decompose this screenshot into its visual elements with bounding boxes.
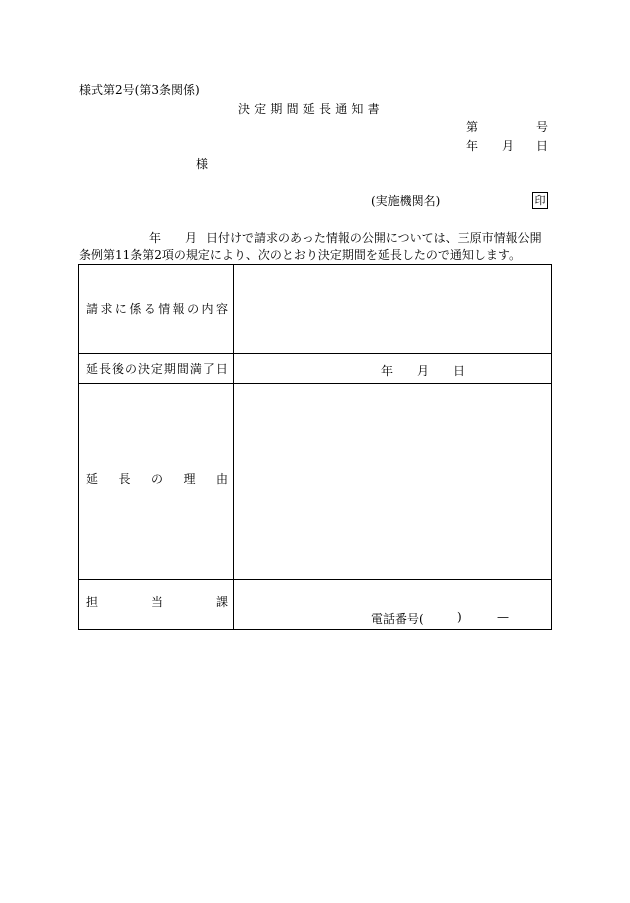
label-char: 定 — [150, 362, 163, 376]
label-char: 長 — [118, 472, 131, 486]
phone-number-field[interactable] — [371, 610, 541, 624]
form-number: 様式第2号(第3条関係) — [79, 83, 200, 97]
body-year: 年 — [149, 231, 162, 245]
label-char: 満 — [189, 362, 202, 376]
table-row-extension-reason — [79, 384, 551, 580]
label-char: 内 — [201, 302, 214, 316]
phone-close-paren: ) — [457, 610, 462, 624]
body-month: 月 — [185, 231, 198, 245]
label-char: 担 — [86, 595, 99, 609]
requested-info-label — [86, 302, 228, 316]
label-char: 長 — [98, 362, 111, 376]
body-line-2: 条例第11条第2項の規定により、次のとおり決定期間を延長したので通知します。 — [79, 248, 521, 262]
issue-date-line — [466, 139, 549, 153]
implementing-organization: (実施機関名) — [371, 194, 441, 208]
deadline-month: 月 — [417, 364, 430, 378]
label-char: 理 — [183, 472, 196, 486]
issue-month: 月 — [502, 139, 515, 153]
label-char: 了 — [202, 362, 215, 376]
extension-reason-label — [86, 472, 228, 486]
table-row-responsible-section — [79, 580, 551, 629]
label-char: 請 — [86, 302, 99, 316]
extended-deadline-label — [86, 362, 228, 376]
label-char: 日 — [215, 362, 228, 376]
document-title: 決定期間延長通知書 — [238, 102, 384, 116]
issue-year: 年 — [466, 139, 479, 153]
responsible-section-label — [86, 595, 228, 609]
label-char: 期 — [163, 362, 176, 376]
issue-day: 日 — [536, 139, 549, 153]
label-char: る — [143, 302, 156, 316]
label-char: 報 — [172, 302, 185, 316]
label-char: の — [150, 472, 163, 486]
addressee-suffix: 様 — [196, 157, 209, 171]
label-char: 容 — [215, 302, 228, 316]
table-row-extended-deadline — [79, 354, 551, 384]
label-char: 課 — [215, 595, 228, 609]
label-char: 求 — [100, 302, 113, 316]
label-char: 情 — [158, 302, 171, 316]
table-row-requested-info — [79, 265, 551, 354]
number-suffix: 号 — [536, 120, 549, 134]
number-prefix: 第 — [466, 120, 479, 134]
extended-deadline-date[interactable] — [381, 362, 465, 376]
notice-table — [78, 264, 552, 630]
label-char: 間 — [176, 362, 189, 376]
label-char: の — [187, 302, 200, 316]
deadline-day: 日 — [453, 364, 466, 378]
phone-dash: — — [497, 610, 509, 624]
seal-mark: 印 — [532, 192, 548, 209]
label-char: 由 — [215, 472, 228, 486]
deadline-year: 年 — [381, 364, 394, 378]
label-char: 延 — [86, 362, 99, 376]
label-char: 係 — [129, 302, 142, 316]
label-char: に — [114, 302, 127, 316]
label-char: 当 — [150, 595, 163, 609]
label-char: 後 — [111, 362, 124, 376]
document-number-line — [466, 120, 549, 134]
label-char: 延 — [86, 472, 99, 486]
label-char: 決 — [137, 362, 150, 376]
phone-number-label: 電話番号( — [371, 612, 424, 626]
body-line-1-text: 日付けで請求のあった情報の公開については、三原市情報公開 — [206, 231, 542, 245]
label-char: の — [124, 362, 137, 376]
